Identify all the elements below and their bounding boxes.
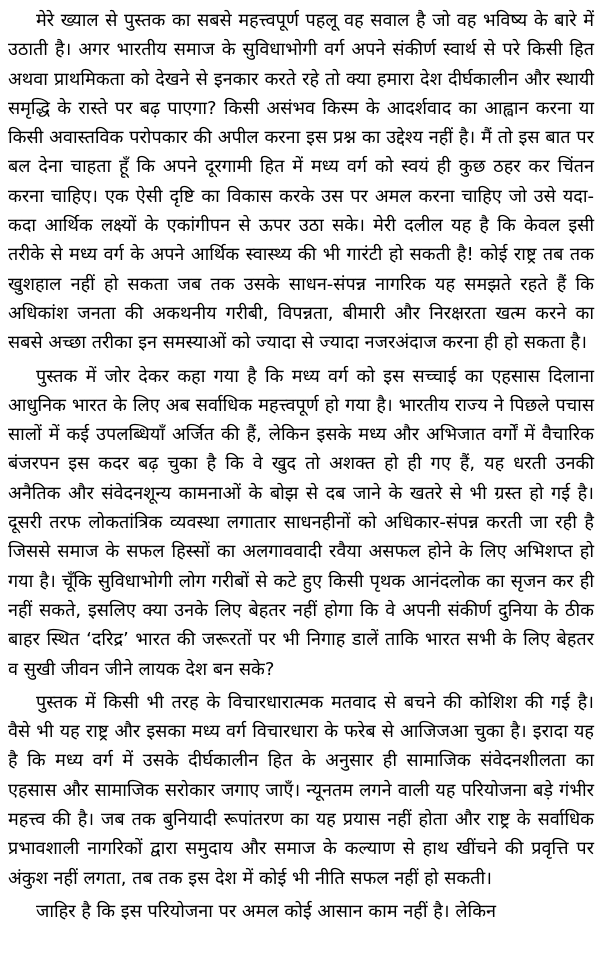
paragraph-2: पुस्तक में जोर देकर कहा गया है कि मध्य वर्ग को इस सच्चाई का एहसास दिलाना आधुनिक भारत के लिए अब सर्वाधिक महत्त्वपूर्ण हो गया है। भारतीय राज्य ने पिछले पचास सालों में कई उपलब्धियाँ अर्जित की हैं, लेकिन इसके मध्य और अभिजात वर्गों में वैचारिक बंजरपन इस कदर बढ़ चुका है कि वे खुद तो अशक्त हो ही गए हैं, यह धरती उनकी अनैतिक और संवेदनशून्य कामनाओं के बोझ से दब जाने के खतरे से भी ग्रस्त हो गई है। दूसरी तरफ लोकतांत्रिक व्यवस्था लगातार साधनहीनों को अधिकार-संपन्न करती जा रही है जिससे समाज के सफल हिस्सों का अलगाववादी रवैया असफल होने के लिए अभिशप्त हो गया है। चूँकि सुविधाभोगी लोग गरीबों से कटे हुए किसी पृथक आनंदलोक का सृजन कर ही नहीं सकते, इसलिए क्या उनके लिए बेहतर नहीं होगा कि वे अपनी संकीर्ण दुनिया के ठीक बाहर स्थित ‘दरिद्र’ भारत की जरूरतों पर भी निगाह डालें ताकि भारत सभी के लिए बेहतर व सुखी जीवन जीने लायक देश बन सके? [8, 365, 594, 680]
paragraph-1: मेरे ख्याल से पुस्तक का सबसे महत्त्वपूर्ण पहलू वह सवाल है जो वह भविष्य के बारे में उठाती है। अगर भारतीय समाज के सुविधाभोगी वर्ग अपने संकीर्ण स्वार्थ से परे किसी हित अथवा प्राथमिकता को देखने से इनकार करते रहे तो क्या हमारा देश दीर्घकालीन और स्थायी समृद्धि के रास्ते पर बढ़ पाएगा? किसी असंभव किस्म के आदर्शवाद का आह्वान करना या किसी अवास्तविक परोपकार की अपील करना इस प्रश्न का उद्देश्य नहीं है। मैं तो इस बात पर बल देना चाहता हूँ कि अपने दूरगामी हित में मध्य वर्ग को स्वयं ही कुछ ठहर कर चिंतन करना चाहिए। एक ऐसी दृष्टि का विकास करके उस पर अमल करना चाहिए जो उसे यदा-कदा आर्थिक लक्ष्यों के एकांगीपन से ऊपर उठा सके। मेरी दलील यह है कि केवल इसी तरीके से मध्य वर्ग के अपने आर्थिक स्वास्थ्य की भी गारंटी हो सकती है! कोई राष्ट्र तब तक खुशहाल नहीं हो सकता जब तक उसके साधन-संपन्न नागरिक यह समझते रहते हैं कि अधिकांश जनता की अकथनीय गरीबी, विपन्नता, बीमारी और निरक्षरता खत्म करने का सबसे अच्छा तरीका इन समस्याओं को ज्यादा से ज्यादा नजरअंदाज करना ही हो सकता है। [8, 10, 594, 354]
paragraph-3: पुस्तक में किसी भी तरह के विचारधारात्मक मतवाद से बचने की कोशिश की गई है। वैसे भी यह राष्ट्र और इसका मध्य वर्ग विचारधारा के फरेब से आजिजआ चुका है। इरादा यह है कि मध्य वर्ग में उसके दीर्घकालीन हित के अनुसार ही सामाजिक संवेदनशीलता का एहसास और सामाजिक सरोकार जगाए जाएँ। न्यूनतम लगने वाली यह परियोजना बड़े गंभीर महत्त्व की है। जब तक बुनियादी रूपांतरण का यह प्रयास नहीं होता और राष्ट्र के सर्वाधिक प्रभावशाली नागरिकों द्वारा समुदाय और समाज के कल्याण से हाथ खींचने की प्रवृत्ति पर अंकुश नहीं लगता, तब तक इस देश में कोई भी नीति सफल नहीं हो सकती। [8, 691, 594, 889]
paragraph-4: जाहिर है कि इस परियोजना पर अमल कोई आसान काम नहीं है। लेकिन [36, 900, 497, 922]
